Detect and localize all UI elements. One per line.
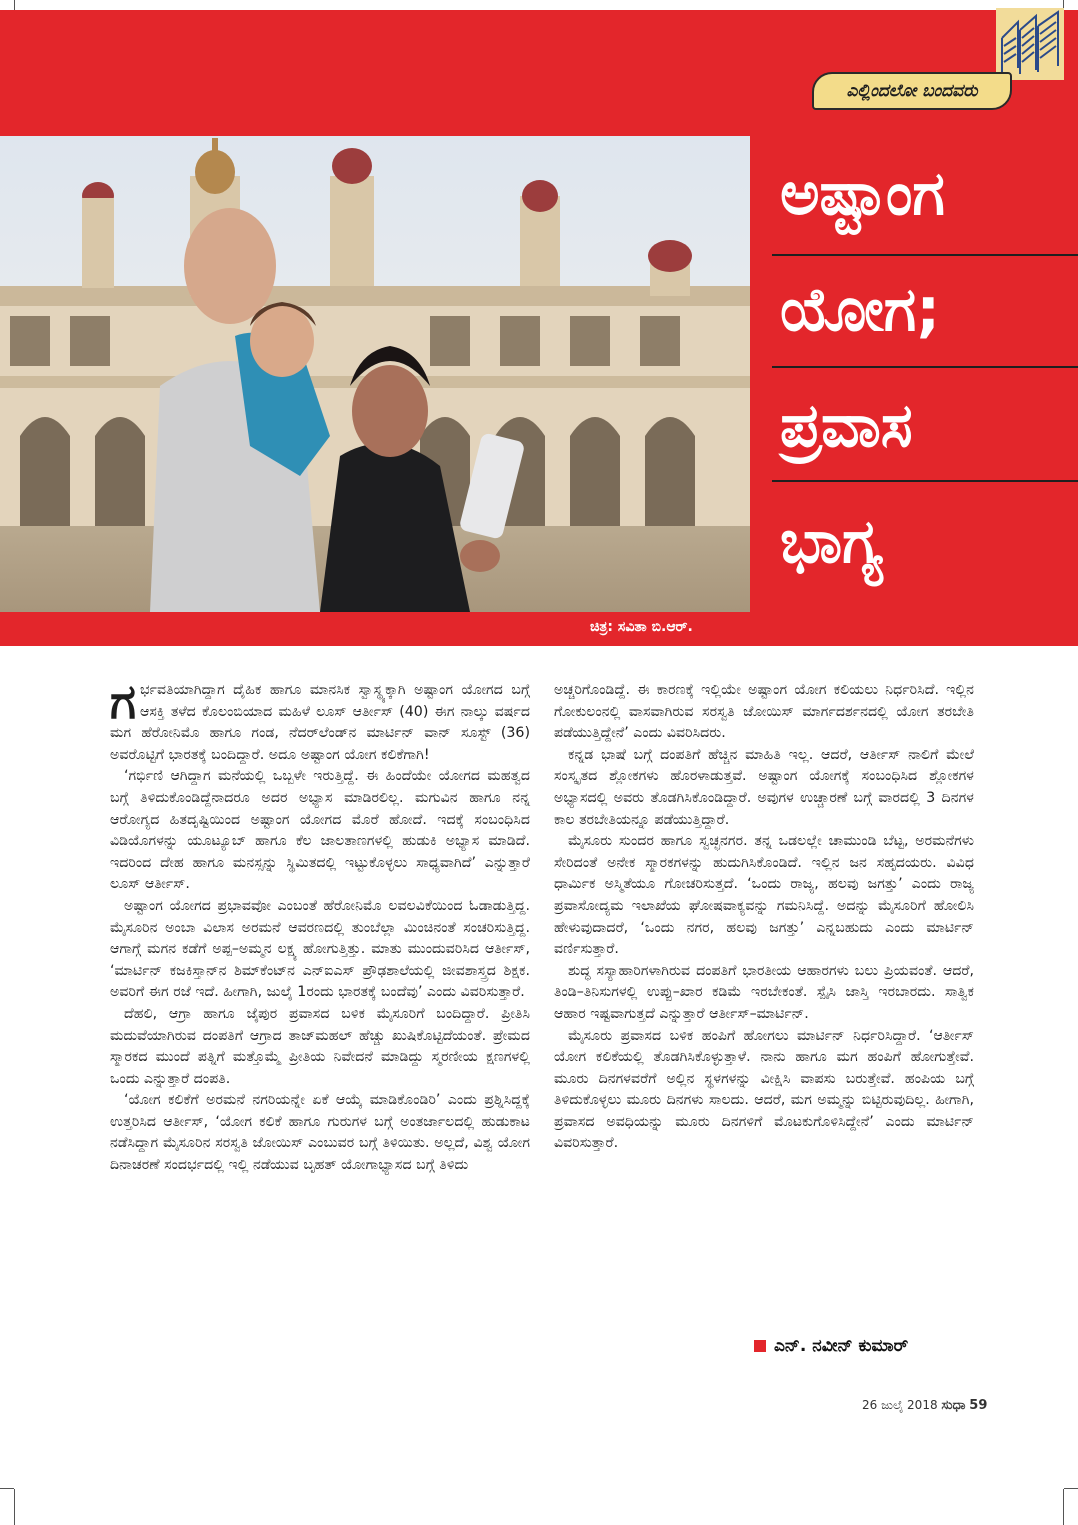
paragraph-text: ರ್ಭವತಿಯಾಗಿದ್ದಾಗ ದೈಹಿಕ ಹಾಗೂ ಮಾನಸಿಕ ಸ್ವಾಸ್ಥ್ಯಕ್ಕಾಗಿ ಅಷ್ಟಾಂಗ ಯೋಗದ ಬಗ್ಗೆ ಆಸಕ್ತಿ ತಳೆದ ಕೊಲಂಬಿಯಾದ ಮಹಿಳೆ ಲೂಸ್ ಆರ್ತೀಸ್ (40) ಈಗ ನಾಲ್ಕು ವರ್ಷದ ಮಗ ಹೆರೋನಿಮೊ ಹಾಗೂ ಗಂಡ, ನೆದರ್‌ಲೆಂಡ್‌ನ ಮಾರ್ಟಿನ್ ವಾನ್ ಸೂಸ್ಟ್ (36) ಅವರೊಟ್ಟಿಗೆ ಭಾರತಕ್ಕೆ ಬಂದಿದ್ದಾರೆ. ಅದೂ ಅಷ್ಟಾಂಗ ಯೋಗ ಕಲಿಕೆಗಾಗಿ! bbox=[110, 682, 530, 763]
page-number: 59 bbox=[969, 1398, 988, 1413]
paragraph: ‘ಯೋಗ ಕಲಿಕೆಗೆ ಅರಮನೆ ನಗರಿಯನ್ನೇ ಏಕೆ ಆಯ್ಕೆ ಮಾಡಿಕೊಂಡಿರಿ’ ಎಂದು ಪ್ರಶ್ನಿಸಿದ್ದಕ್ಕೆ ಉತ್ತರಿಸಿದ ಆರ್ತೀಸ್, ‘ಯೋಗ ಕಲಿಕೆ ಹಾಗೂ ಗುರುಗಳ ಬಗ್ಗೆ ಅಂತರ್ಜಾಲದಲ್ಲಿ ಹುಡುಕಾಟ ನಡೆಸಿದ್ದಾಗ ಮೈಸೂರಿನ ಸರಸ್ವತಿ ಜೋಯಿಸ್ ಎಂಬುವರ ಬಗ್ಗೆ ತಿಳಿಯಿತು. ಅಲ್ಲದೆ, ವಿಶ್ವ ಯೋಗ ದಿನಾಚರಣೆ ಸಂದರ್ಭದಲ್ಲಿ ಇಲ್ಲಿ ನಡೆಯುವ ಬೃಹತ್ ಯೋಗಾಭ್ಯಾಸದ ಬಗ್ಗೆ ತಿಳಿದು bbox=[110, 1092, 530, 1174]
crop-mark bbox=[0, 1488, 14, 1489]
paragraph: ‘ಗರ್ಭಿಣಿ ಆಗಿದ್ದಾಗ ಮನೆಯಲ್ಲಿ ಒಬ್ಬಳೇ ಇರುತ್ತಿದ್ದೆ. ಈ ಹಿಂದೆಯೇ ಯೋಗದ ಮಹತ್ವದ ಬಗ್ಗೆ ತಿಳಿದುಕೊಂಡಿದ್ದೆನಾದರೂ ಅದರ ಅಭ್ಯಾಸ ಮಾಡಿರಲಿಲ್ಲ. ಮಗುವಿನ ಹಾಗೂ ನನ್ನ ಆರೋಗ್ಯದ ಹಿತದೃಷ್ಟಿಯಿಂದ ಅಷ್ಟಾಂಗ ಯೋಗದ ಮೊರೆ ಹೋದೆ. ಇದಕ್ಕೆ ಸಂಬಂಧಿಸಿದ ವಿಡಿಯೊಗಳನ್ನು ಯೂಟ್ಯೂಬ್ ಹಾಗೂ ಕೆಲ ಜಾಲತಾಣಗಳಲ್ಲಿ ಹುಡುಕಿ ಅಭ್ಯಾಸ ಮಾಡಿದೆ. ಇದರಿಂದ ದೇಹ ಹಾಗೂ ಮನಸ್ಸನ್ನು ಸ್ಥಿಮಿತದಲ್ಲಿ ಇಟ್ಟುಕೊಳ್ಳಲು ಸಾಧ್ಯವಾಗಿದೆ’ ಎನ್ನುತ್ತಾರೆ ಲೂಸ್ ಆರ್ತೀಸ್. bbox=[110, 768, 530, 893]
paragraph: ದೆಹಲಿ, ಆಗ್ರಾ ಹಾಗೂ ಜೈಪುರ ಪ್ರವಾಸದ ಬಳಿಕ ಮೈಸೂರಿಗೆ ಬಂದಿದ್ದಾರೆ. ಪ್ರೀತಿಸಿ ಮದುವೆಯಾಗಿರುವ ದಂಪತಿಗೆ ಆಗ್ರಾದ ತಾಜ್‌ಮಹಲ್ ಹೆಚ್ಚು ಖುಷಿಕೊಟ್ಟಿದೆಯಂತೆ. ಪ್ರೇಮದ ಸ್ಮಾರಕದ ಮುಂದೆ ಪತ್ನಿಗೆ ಮತ್ತೊಮ್ಮೆ ಪ್ರೀತಿಯ ನಿವೇದನೆ ಮಾಡಿದ್ದು ಸ್ಮರಣೀಯ ಕ್ಷಣಗಳಲ್ಲಿ ಒಂದು ಎನ್ನುತ್ತಾರೆ ದಂಪತಿ. bbox=[110, 1005, 530, 1087]
article-body bbox=[110, 674, 974, 1177]
paragraph: ಶುದ್ಧ ಸಸ್ಯಾಹಾರಿಗಳಾಗಿರುವ ದಂಪತಿಗೆ ಭಾರತೀಯ ಆಹಾರಗಳು ಬಲು ಪ್ರಿಯವಂತೆ. ಆದರೆ, ತಿಂಡಿ–ತಿನಿಸುಗಳಲ್ಲಿ ಉಪ್ಪು–ಖಾರ ಕಡಿಮೆ ಇರಬೇಕಂತೆ. ಸ್ಪೈಸಿ ಜಾಸ್ತಿ ಇರಬಾರದು. ಸಾತ್ವಿಕ ಆಹಾರ ಇಷ್ಟವಾಗುತ್ತದೆ ಎನ್ನುತ್ತಾರೆ ಆರ್ತೀಸ್–ಮಾರ್ಟಿನ್. bbox=[554, 962, 974, 1022]
headline-line: ಪ್ರವಾಸ bbox=[780, 391, 913, 461]
author-name: ಎನ್. ನವೀನ್ ಕುಮಾರ್ bbox=[774, 1336, 909, 1356]
headline-divider bbox=[772, 254, 1078, 256]
building-logo-icon bbox=[996, 8, 1064, 80]
headline-divider bbox=[772, 480, 1078, 482]
headline bbox=[760, 136, 1078, 600]
column-right bbox=[554, 680, 974, 1177]
square-bullet-icon bbox=[754, 1340, 766, 1352]
section-tag: ಎಲ್ಲಿಂದಲೋ ಬಂದವರು bbox=[812, 72, 1012, 110]
drop-cap: ಗ bbox=[110, 674, 136, 730]
paragraph: ಮೈಸೂರು ಸುಂದರ ಹಾಗೂ ಸ್ವಚ್ಛನಗರ. ತನ್ನ ಒಡಲಲ್ಲೇ ಚಾಮುಂಡಿ ಬೆಟ್ಟ, ಅರಮನೆಗಳು ಸೇರಿದಂತೆ ಅನೇಕ ಸ್ಮಾರಕಗಳನ್ನು ಹುದುಗಿಸಿಕೊಂಡಿದೆ. ಇಲ್ಲಿನ ಜನ ಸಹೃದಯರು. ವಿವಿಧ ಧಾರ್ಮಿಕ ಅಸ್ಮಿತೆಯೂ ಗೋಚರಿಸುತ್ತದೆ. ‘ಒಂದು ರಾಜ್ಯ, ಹಲವು ಜಗತ್ತು’ ಎಂದು ರಾಜ್ಯ ಪ್ರವಾಸೋದ್ಯಮ ಇಲಾಖೆಯ ಘೋಷವಾಕ್ಯವನ್ನು ಗಮನಿಸಿದ್ದೆ. ಅದನ್ನು ಮೈಸೂರಿಗೆ ಹೋಲಿಸಿ ಹೇಳುವುದಾದರೆ, ‘ಒಂದು ನಗರ, ಹಲವು ಜಗತ್ತು’ ಎನ್ನಬಹುದು ಎಂದು ಮಾರ್ಟಿನ್ ವರ್ಣಿಸುತ್ತಾರೆ. bbox=[554, 833, 974, 958]
headline-divider bbox=[772, 366, 1078, 368]
headline-line: ಯೋಗ; bbox=[780, 275, 941, 345]
page-footer bbox=[862, 1398, 987, 1413]
paragraph: ಅಚ್ಚರಿಗೊಂಡಿದ್ದೆ. ಈ ಕಾರಣಕ್ಕೆ ಇಲ್ಲಿಯೇ ಅಷ್ಟಾಂಗ ಯೋಗ ಕಲಿಯಲು ನಿರ್ಧರಿಸಿದೆ. ಇಲ್ಲಿನ ಗೋಕುಲಂನಲ್ಲಿ ವಾಸವಾಗಿರುವ ಸರಸ್ವತಿ ಜೋಯಿಸ್ ಮಾರ್ಗದರ್ಶನದಲ್ಲಿ ಯೋಗ ತರಬೇತಿ ಪಡೆಯುತ್ತಿದ್ದೇನೆ’ ಎಂದು ವಿವರಿಸಿದರು. bbox=[554, 682, 974, 742]
crop-mark bbox=[1064, 1488, 1078, 1489]
paragraph: ಕನ್ನಡ ಭಾಷೆ ಬಗ್ಗೆ ದಂಪತಿಗೆ ಹೆಚ್ಚಿನ ಮಾಹಿತಿ ಇಲ್ಲ. ಆದರೆ, ಆರ್ತೀಸ್ ನಾಲಿಗೆ ಮೇಲೆ ಸಂಸ್ಕೃತದ ಶ್ಲೋಕಗಳು ಹೊರಳಾಡುತ್ತವೆ. ಅಷ್ಟಾಂಗ ಯೋಗಕ್ಕೆ ಸಂಬಂಧಿಸಿದ ಶ್ಲೋಕಗಳ ಅಭ್ಯಾಸದಲ್ಲಿ ಅವರು ತೊಡಗಿಸಿಕೊಂಡಿದ್ದಾರೆ. ಅವುಗಳ ಉಚ್ಚಾರಣೆ ಬಗ್ಗೆ ವಾರದಲ್ಲಿ 3 ದಿನಗಳ ಕಾಲ ತರಬೇತಿಯನ್ನೂ ಪಡೆಯುತ್ತಿದ್ದಾರೆ. bbox=[554, 746, 974, 828]
headline-line: ಭಾಗ್ಯ bbox=[780, 507, 883, 577]
footer-magazine: ಸುಧಾ bbox=[941, 1398, 966, 1413]
headline-line: ಅಷ್ಟಾಂಗ bbox=[780, 159, 945, 229]
author-byline bbox=[754, 1336, 908, 1356]
crop-mark bbox=[1063, 1489, 1064, 1525]
cover-photo bbox=[0, 136, 750, 612]
paragraph bbox=[110, 674, 530, 766]
photo-credit: ಚಿತ್ರ: ಸವಿತಾ ಬಿ.ಆರ್. bbox=[590, 619, 693, 635]
crop-mark bbox=[14, 0, 15, 10]
footer-date: 26 ಜುಲೈ 2018 bbox=[862, 1398, 938, 1412]
column-left bbox=[110, 674, 530, 1177]
crop-mark bbox=[14, 1489, 15, 1525]
paragraph: ಅಷ್ಟಾಂಗ ಯೋಗದ ಪ್ರಭಾವವೋ ಎಂಬಂತೆ ಹೆರೋನಿಮೊ ಲವಲವಿಕೆಯಿಂದ ಓಡಾಡುತ್ತಿದ್ದ. ಮೈಸೂರಿನ ಅಂಬಾ ವಿಲಾಸ ಅರಮನೆ ಆವರಣದಲ್ಲಿ ತುಂಬೆಲ್ಲಾ ಮಿಂಚಿನಂತೆ ಸಂಚರಿಸುತ್ತಿದ್ದ. ಆಗಾಗ್ಗೆ ಮಗನ ಕಡೆಗೆ ಅಪ್ಪ–ಅಮ್ಮನ ಲಕ್ಷ್ಯ ಹೋಗುತ್ತಿತ್ತು. ಮಾತು ಮುಂದುವರಿಸಿದ ಆರ್ತೀಸ್, ‘ಮಾರ್ಟಿನ್ ಕಜಕಿಸ್ತಾನ್‌ನ ಶಿಮ್‌ಕೆಂಟ್‌ನ ಎನ್‌ಐಎಸ್ ಪ್ರೌಢಶಾಲೆಯಲ್ಲಿ ಜೀವಶಾಸ್ತ್ರದ ಶಿಕ್ಷಕ. ಅವರಿಗೆ ಈಗ ರಜೆ ಇದೆ. ಹೀಗಾಗಿ, ಜುಲೈ 1ರಂದು ಭಾರತಕ್ಕೆ ಬಂದೆವು’ ಎಂದು ವಿವರಿಸುತ್ತಾರೆ. bbox=[110, 897, 530, 1001]
paragraph: ಮೈಸೂರು ಪ್ರವಾಸದ ಬಳಿಕ ಹಂಪಿಗೆ ಹೋಗಲು ಮಾರ್ಟಿನ್ ನಿರ್ಧರಿಸಿದ್ದಾರೆ. ‘ಆರ್ತೀಸ್ ಯೋಗ ಕಲಿಕೆಯಲ್ಲಿ ತೊಡಗಿಸಿಕೊಳ್ಳುತ್ತಾಳೆ. ನಾನು ಹಾಗೂ ಮಗ ಹಂಪಿಗೆ ಹೋಗುತ್ತೇವೆ. ಮೂರು ದಿನಗಳವರೆಗೆ ಅಲ್ಲಿನ ಸ್ಥಳಗಳನ್ನು ವೀಕ್ಷಿಸಿ ವಾಪಸು ಬರುತ್ತೇವೆ. ಹಂಪಿಯ ಬಗ್ಗೆ ತಿಳಿದುಕೊಳ್ಳಲು ಮೂರು ದಿನಗಳು ಸಾಲದು. ಆದರೆ, ಮಗ ಅಮ್ಮನ್ನು ಬಿಟ್ಟಿರುವುದಿಲ್ಲ. ಹೀಗಾಗಿ, ಪ್ರವಾಸದ ಅವಧಿಯನ್ನು ಮೂರು ದಿನಗಳಿಗೆ ಮೊಟಕುಗೊಳಿಸಿದ್ದೇನೆ’ ಎಂದು ಮಾರ್ಟಿನ್ ವಿವರಿಸುತ್ತಾರೆ. bbox=[554, 1027, 974, 1152]
